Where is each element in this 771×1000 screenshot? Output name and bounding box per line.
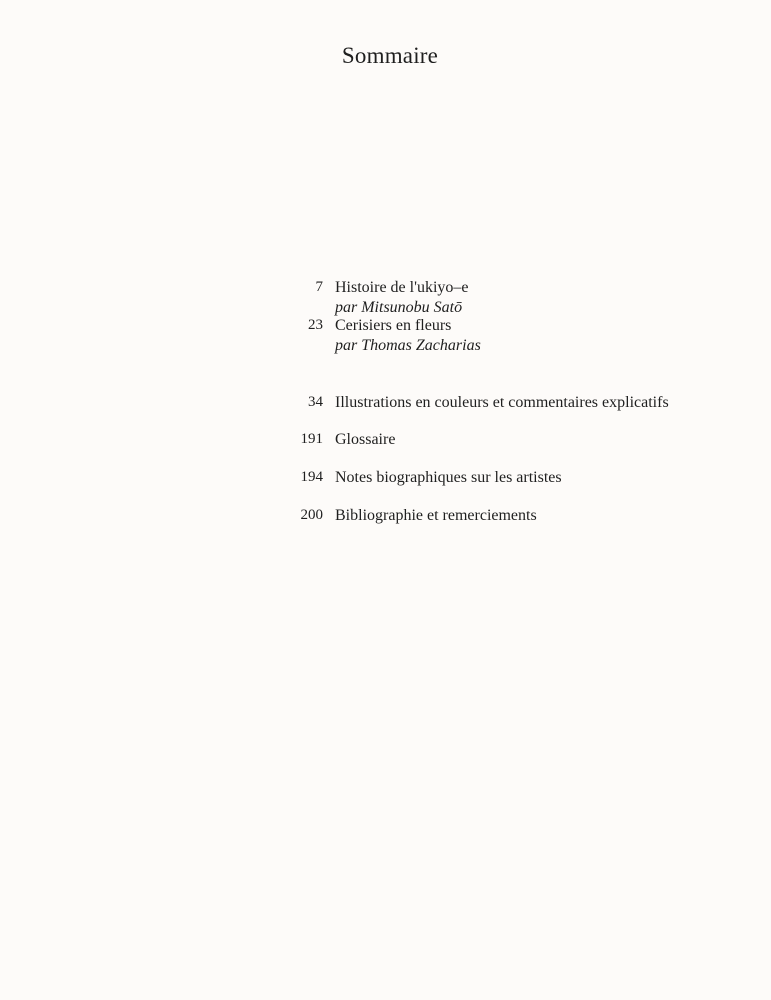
toc-page-number: 191 [300,431,323,447]
toc-entry-title: Glossaire [335,431,396,448]
toc-page-number: 7 [315,279,323,295]
toc-entry-title: Cerisiers en fleurs [335,317,452,334]
toc-entry-title: Bibliographie et remerciements [335,507,537,524]
toc-page-number: 200 [300,507,323,523]
toc-entry-title: Histoire de l'ukiyo–e [335,279,469,296]
toc-page-number: 34 [308,394,323,410]
toc-entry-title: Illustrations en couleurs et commentaires explicatifs [335,394,669,411]
toc-entry-title: Notes biographiques sur les artistes [335,469,562,486]
page-title: Sommaire [341,43,439,68]
toc-entry-author: par Mitsunobu Satō [335,299,463,316]
toc-page-number: 194 [300,469,323,485]
toc-entry-author: par Thomas Zacharias [335,337,481,354]
toc-page-number: 23 [308,317,323,333]
